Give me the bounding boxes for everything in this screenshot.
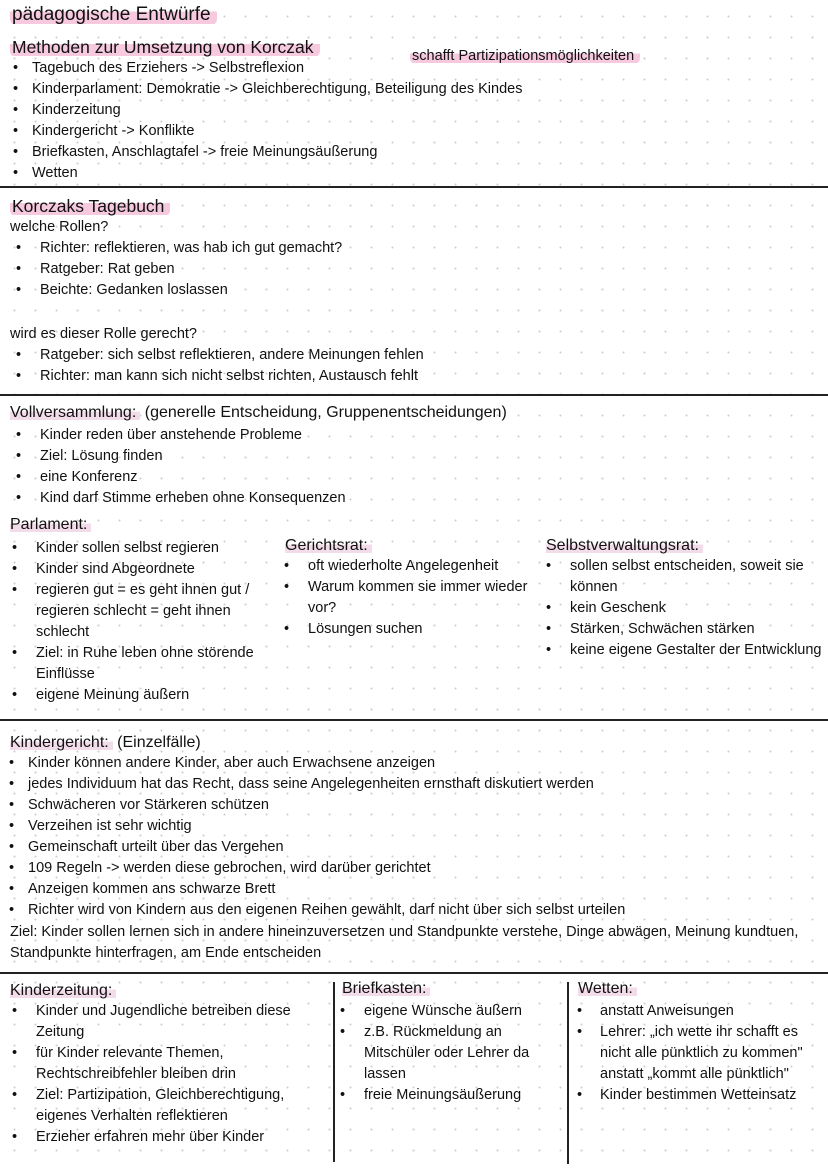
- list-item: • Kinderzeitung: [10, 100, 522, 121]
- list-item: • Ziel: Lösung finden: [10, 446, 346, 467]
- bets-list: [574, 1001, 824, 1106]
- page-title: pädagogische Entwürfe: [10, 4, 217, 25]
- list-item: • Lehrer: „ich wette ihr schafft es nicht alle pünktlich zu kommen" anstatt „kommt alle pünktlich": [574, 1022, 824, 1085]
- list-item: • Warum kommen sie immer wieder vor?: [278, 577, 538, 619]
- list-item: • Richter wird von Kindern aus den eigenen Reihen gewählt, darf nicht über sich selbst urteilen: [6, 900, 625, 921]
- list-item: • Schwächeren vor Stärkeren schützen: [6, 795, 625, 816]
- list-item: • Richter: reflektieren, was hab ich gut gemacht?: [10, 238, 342, 259]
- list-item: • kein Geschenk: [540, 598, 824, 619]
- list-item: • Kindergericht -> Konflikte: [10, 121, 522, 142]
- mailbox-list: [334, 1001, 562, 1106]
- list-item: • freie Meinungsäußerung: [334, 1085, 562, 1106]
- list-item: • Kinder können andere Kinder, aber auch Erwachsene anzeigen: [6, 753, 625, 774]
- list-item: • keine eigene Gestalter der Entwicklung: [540, 640, 824, 661]
- list-item: • Kind darf Stimme erheben ohne Konsequenzen: [10, 488, 346, 509]
- list-item: • Wetten: [10, 163, 522, 184]
- list-item: • Ziel: Partizipation, Gleichberechtigung, eigenes Verhalten reflektieren: [6, 1085, 328, 1127]
- methods-heading: Methoden zur Umsetzung von Korczak: [10, 37, 320, 58]
- column-divider: [567, 982, 569, 1164]
- list-item: • jedes Individuum hat das Recht, dass seine Angelegenheiten ernsthaft diskutiert werden: [6, 774, 625, 795]
- court-council-heading: Gerichtsrat:: [285, 535, 372, 556]
- divider: [0, 186, 828, 188]
- list-item: • Beichte: Gedanken loslassen: [10, 280, 342, 301]
- list-item: • Tagebuch des Erziehers -> Selbstreflexion: [10, 58, 522, 79]
- children-court-goal: Ziel: Kinder sollen lernen sich in andere hineinzuversetzen und Standpunkte verstehe, Dinge abwägen, Meinung kundtuen, Standpunkte hinterfragen, am Ende entscheiden: [10, 924, 799, 961]
- list-item: • eigene Meinung äußern: [6, 685, 278, 706]
- children-court-list: [6, 753, 625, 921]
- methods-list: [10, 58, 522, 184]
- answers-list: [10, 345, 424, 387]
- list-item: • für Kinder relevante Themen, Rechtschreibfehler bleiben drin: [6, 1043, 328, 1085]
- list-item: • 109 Regeln -> werden diese gebrochen, wird darüber gerichtet: [6, 858, 625, 879]
- mailbox-heading: Briefkasten:: [342, 978, 430, 999]
- divider: [0, 719, 828, 721]
- methods-note: schafft Partizipationsmöglichkeiten: [410, 46, 640, 67]
- assembly-heading: Vollversammlung: (generelle Entscheidung, Gruppenentscheidungen): [10, 404, 507, 421]
- list-item: • z.B. Rückmeldung an Mitschüler oder Lehrer da lassen: [334, 1022, 562, 1085]
- list-item: • Stärken, Schwächen stärken: [540, 619, 824, 640]
- list-item: • Kinder sind Abgeordnete: [6, 559, 278, 580]
- divider: [0, 972, 828, 974]
- list-item: • Gemeinschaft urteilt über das Vergehen: [6, 837, 625, 858]
- list-item: • Verzeihen ist sehr wichtig: [6, 816, 625, 837]
- parliament-heading: Parlament:: [10, 514, 91, 535]
- self-admin-list: [540, 556, 824, 661]
- list-item: • Anzeigen kommen ans schwarze Brett: [6, 879, 625, 900]
- bets-heading: Wetten:: [578, 978, 637, 999]
- assembly-list: [10, 425, 346, 509]
- list-item: • Kinder sollen selbst regieren: [6, 538, 278, 559]
- diary-question-2: wird es dieser Rolle gerecht?: [10, 326, 197, 342]
- list-item: • Kinderparlament: Demokratie -> Gleichberechtigung, Beteiligung des Kindes: [10, 79, 522, 100]
- list-item: • Ratgeber: Rat geben: [10, 259, 342, 280]
- list-item: • Kinder und Jugendliche betreiben diese Zeitung: [6, 1001, 328, 1043]
- children-court-heading: Kindergericht: (Einzelfälle): [10, 734, 201, 751]
- list-item: • Richter: man kann sich nicht selbst richten, Austausch fehlt: [10, 366, 424, 387]
- list-item: • oft wiederholte Angelegenheit: [278, 556, 538, 577]
- list-item: • Ziel: in Ruhe leben ohne störende Einflüsse: [6, 643, 278, 685]
- newspaper-list: [6, 1001, 328, 1148]
- list-item: • Erzieher erfahren mehr über Kinder: [6, 1127, 328, 1148]
- list-item: • sollen selbst entscheiden, soweit sie können: [540, 556, 824, 598]
- list-item: • Briefkasten, Anschlagtafel -> freie Meinungsäußerung: [10, 142, 522, 163]
- diary-question-1: welche Rollen?: [10, 219, 109, 235]
- parliament-list: [6, 538, 278, 706]
- list-item: • Ratgeber: sich selbst reflektieren, andere Meinungen fehlen: [10, 345, 424, 366]
- diary-heading: Korczaks Tagebuch: [10, 196, 170, 217]
- list-item: • Kinder bestimmen Wetteinsatz: [574, 1085, 824, 1106]
- self-admin-heading: Selbstverwaltungsrat:: [546, 535, 703, 556]
- roles-list: [10, 238, 342, 301]
- divider: [0, 394, 828, 396]
- court-council-list: [278, 556, 538, 640]
- list-item: • Kinder reden über anstehende Probleme: [10, 425, 346, 446]
- newspaper-heading: Kinderzeitung:: [10, 980, 116, 1001]
- list-item: • Lösungen suchen: [278, 619, 538, 640]
- list-item: • eigene Wünsche äußern: [334, 1001, 562, 1022]
- list-item: • regieren gut = es geht ihnen gut / regieren schlecht = geht ihnen schlecht: [6, 580, 278, 643]
- list-item: • anstatt Anweisungen: [574, 1001, 824, 1022]
- list-item: • eine Konferenz: [10, 467, 346, 488]
